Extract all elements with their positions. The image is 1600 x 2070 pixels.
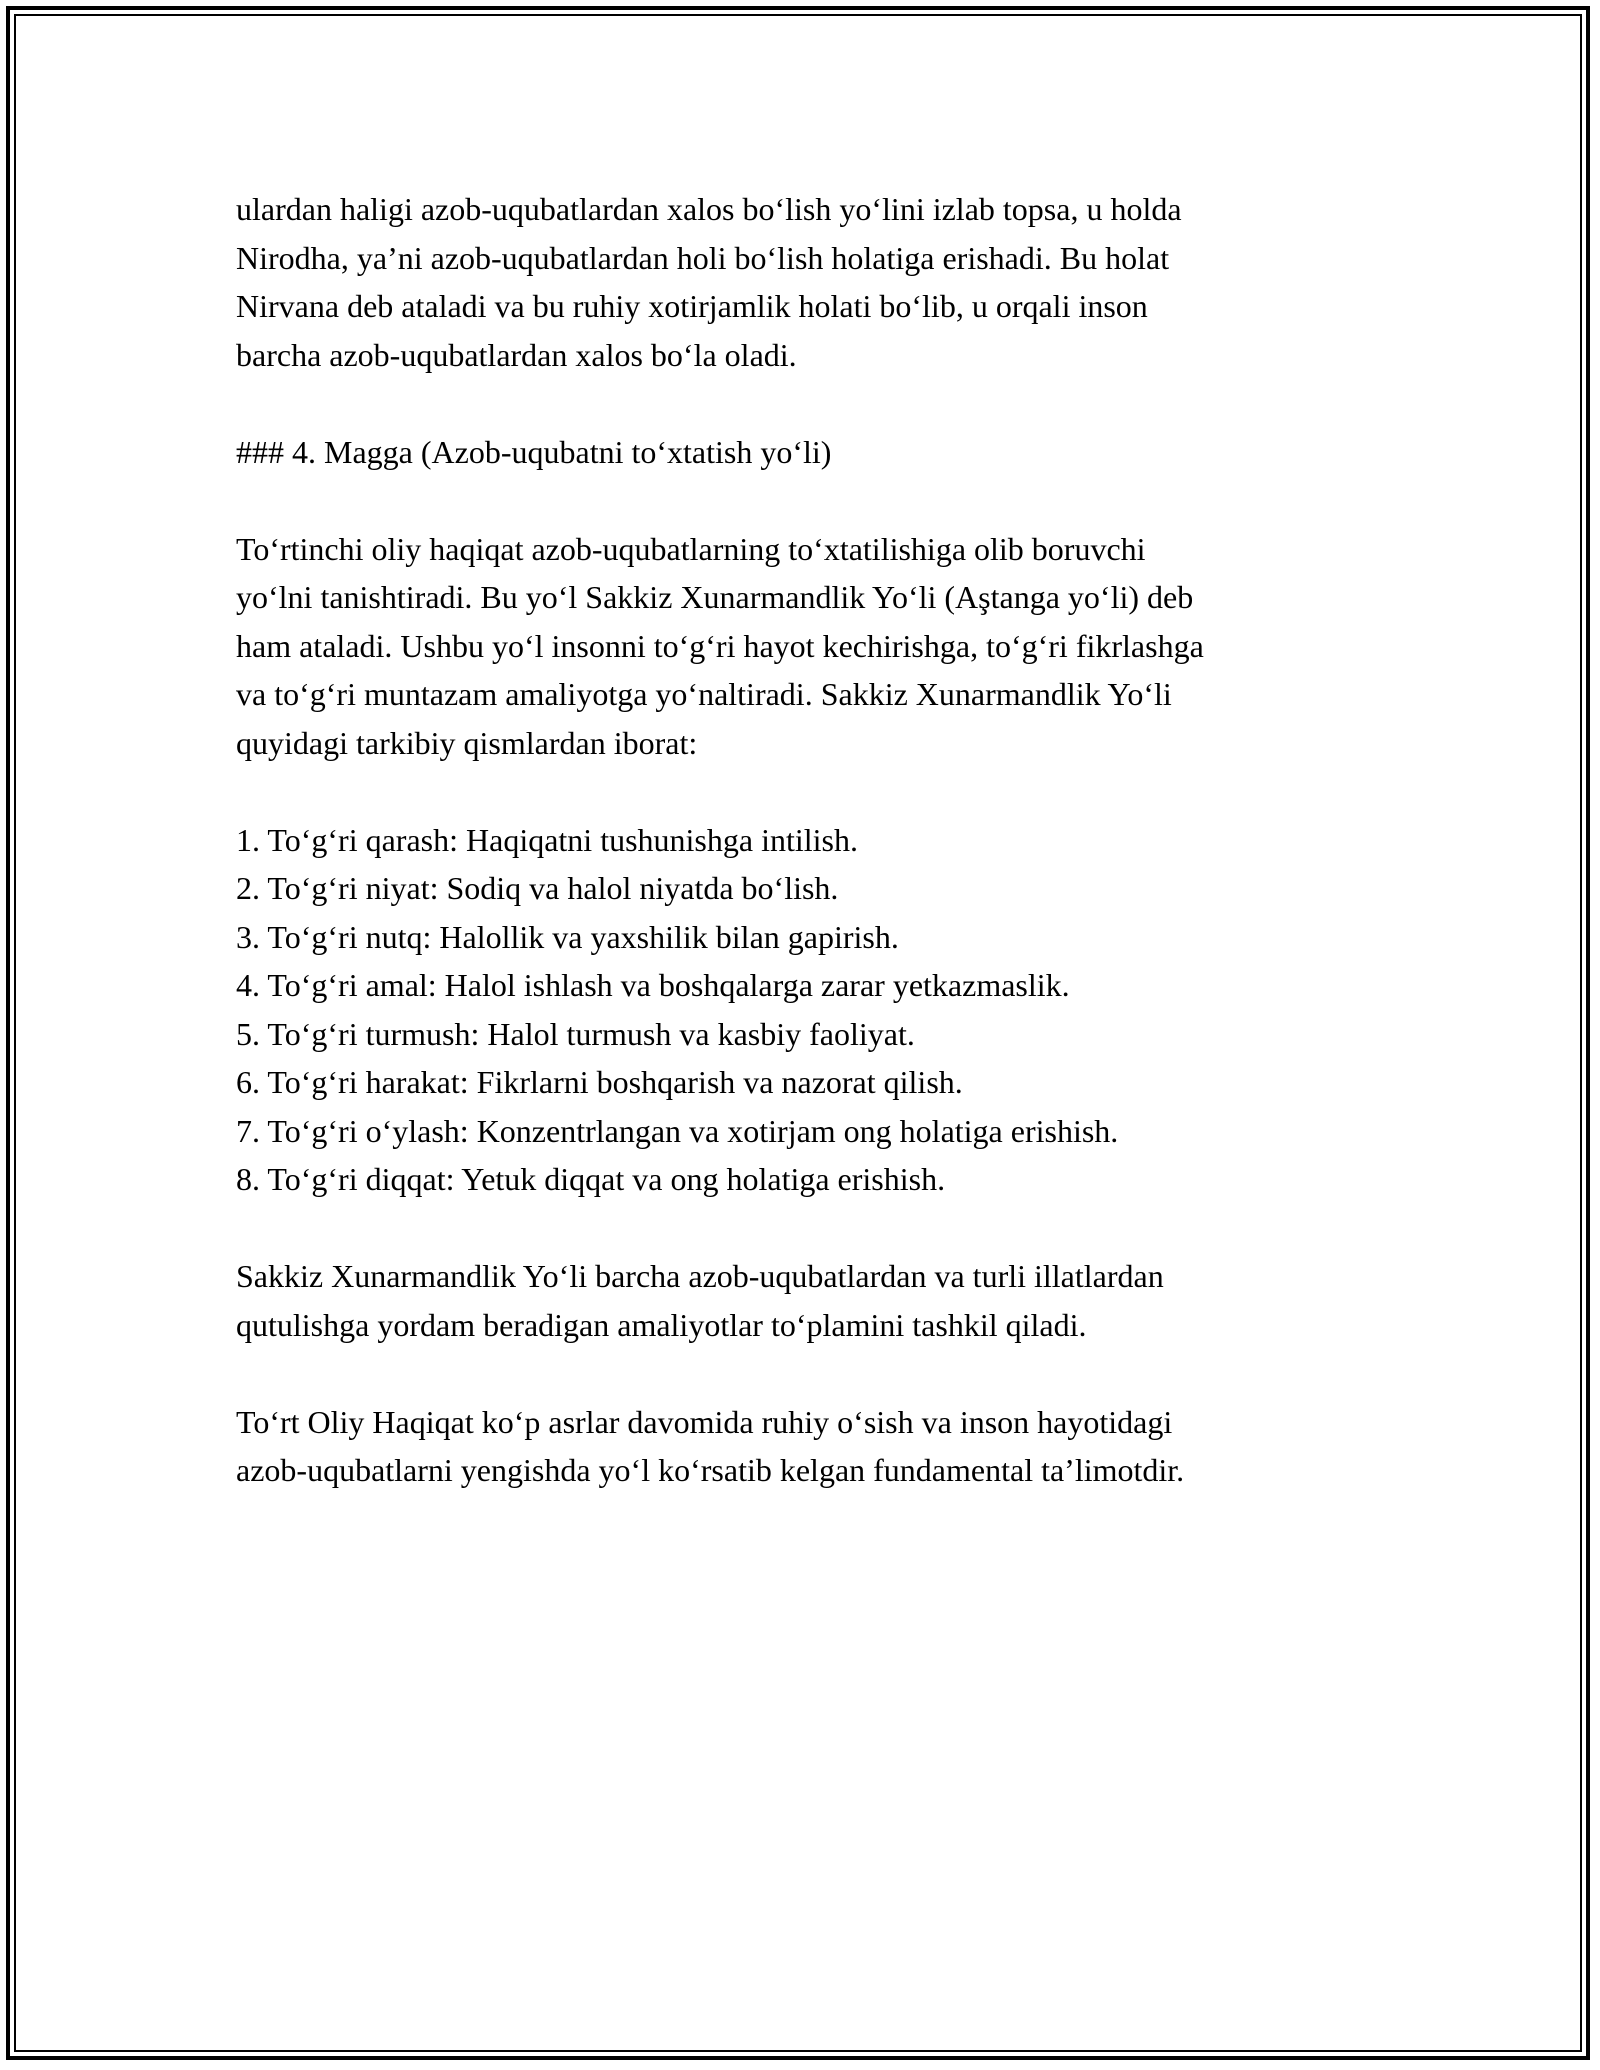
list-item: 1. To‘g‘ri qarash: Haqiqatni tushunishga intilish. <box>236 821 858 858</box>
text-line: qutulishga yordam beradigan amaliyotlar to‘plamini tashkil qiladi. <box>236 1306 1087 1343</box>
text-line: ulardan haligi azob-uqubatlardan xalos bo‘lish yo‘lini izlab topsa, u holda <box>236 191 1182 227</box>
text-line: quyidagi tarkibiy qismlardan iborat: <box>236 724 698 761</box>
list-item: 8. To‘g‘ri diqqat: Yetuk diqqat va ong holatiga erishish. <box>236 1161 946 1197</box>
text-line: azob-uqubatlarni yengishda yo‘l ko‘rsatib kelgan fundamental ta’limotdir. <box>236 1452 1185 1488</box>
text-line: Nirvana deb ataladi va bu ruhiy xotirjamlik holati bo‘lib, u orqali inson <box>236 288 1148 324</box>
text-line: ham ataladi. Ushbu yo‘l insonni to‘g‘ri hayot kechirishga, to‘g‘ri fikrlashga <box>236 627 1204 664</box>
paragraph-3 <box>236 1252 1376 1349</box>
paragraph-4 <box>236 1398 1376 1495</box>
list-item: 4. To‘g‘ri amal: Halol ishlash va boshqalarga zarar yetkazmaslik. <box>236 967 1070 1003</box>
blank-line <box>236 1349 1376 1398</box>
text-line: barcha azob-uqubatlardan xalos bo‘la oladi. <box>236 336 797 373</box>
list-item: 3. To‘g‘ri nutq: Halollik va yaxshilik bilan gapirish. <box>236 918 899 955</box>
list-item: 5. To‘g‘ri turmush: Halol turmush va kasbiy faoliyat. <box>236 1015 915 1052</box>
section-heading: ### 4. Magga (Azob-uqubatni to‘xtatish yo‘li) <box>236 433 832 470</box>
blank-line <box>236 1204 1376 1253</box>
text-line: yo‘lni tanishtiradi. Bu yo‘l Sakkiz Xunarmandlik Yo‘li (Aştanga yo‘li) deb <box>236 579 1194 615</box>
text-line: va to‘g‘ri muntazam amaliyotga yo‘naltiradi. Sakkiz Xunarmandlik Yo‘li <box>236 676 1172 712</box>
list-item: 6. To‘g‘ri harakat: Fikrlarni boshqarish va nazorat qilish. <box>236 1064 963 1100</box>
paragraph-2 <box>236 525 1376 768</box>
text-line: Sakkiz Xunarmandlik Yo‘li barcha azob-uqubatlardan va turli illatlardan <box>236 1258 1164 1294</box>
text-line: Nirodha, ya’ni azob-uqubatlardan holi bo‘lish holatiga erishadi. Bu holat <box>236 239 1170 276</box>
list-item: 2. To‘g‘ri niyat: Sodiq va halol niyatda bo‘lish. <box>236 870 839 906</box>
list-item: 7. To‘g‘ri o‘ylash: Konzentrlangan va xotirjam ong holatiga erishish. <box>236 1112 1119 1149</box>
document-body <box>236 185 1376 1495</box>
blank-line <box>236 476 1376 525</box>
blank-line <box>236 767 1376 816</box>
text-line: To‘rtinchi oliy haqiqat azob-uqubatlarning to‘xtatilishiga olib boruvchi <box>236 530 1146 567</box>
blank-line <box>236 379 1376 428</box>
numbered-list <box>236 816 1376 1204</box>
paragraph-1 <box>236 185 1376 379</box>
text-line: To‘rt Oliy Haqiqat ko‘p asrlar davomida ruhiy o‘sish va inson hayotidagi <box>236 1403 1173 1440</box>
